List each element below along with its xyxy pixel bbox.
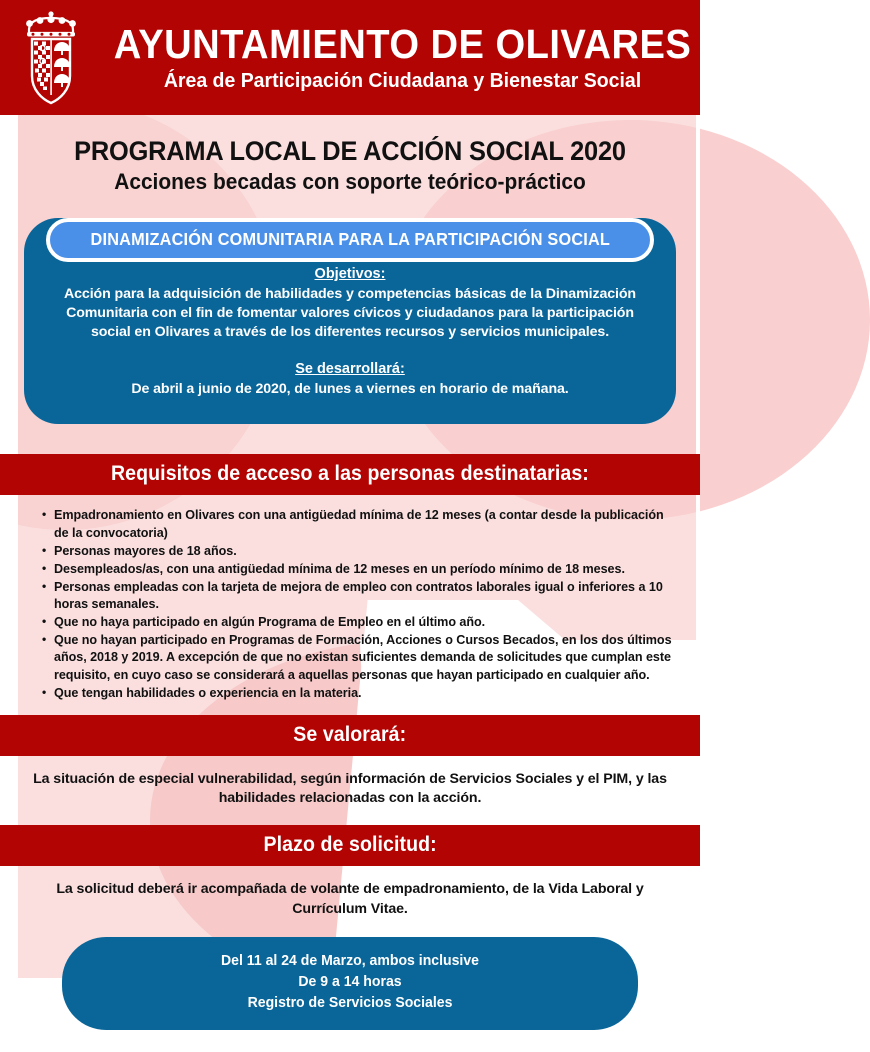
list-item: • Empadronamiento en Olivares con una antigüedad mínima de 12 meses (a contar desde la publicación de la convocatoria): [42, 507, 678, 541]
action-card-pill: [46, 218, 654, 262]
schedule-text: De abril a junio de 2020, de lunes a viernes en horario de mañana.: [131, 380, 569, 397]
header-subtitle: Área de Participación Ciudadana y Bienestar Social: [163, 68, 642, 92]
valuation-bar-label: Se valorará:: [293, 722, 407, 746]
header-title: AYUNTAMIENTO DE OLIVARES: [113, 20, 692, 67]
spacer-after-card: [0, 424, 700, 454]
poster-content: [0, 115, 700, 1052]
schedule-heading: Se desarrollará:: [295, 360, 405, 377]
action-card-pill-label: DINAMIZACIÓN COMUNITARIA PARA LA PARTICIPACIÓN SOCIAL: [90, 229, 610, 250]
poster-header: [0, 0, 700, 115]
program-title: [0, 115, 700, 194]
requirements-bar: [0, 454, 700, 495]
list-item: • Personas mayores de 18 años.: [42, 543, 678, 560]
header-text-block: [92, 20, 717, 92]
application-text: La solicitud deberá ir acompañada de volante de empadronamiento, de la Vida Laboral y Currículum Vitae.: [56, 880, 644, 917]
application-pill-line2: De 9 a 14 horas: [298, 974, 402, 991]
application-bar: [0, 825, 700, 866]
list-item: • Desempleados/as, con una antigüedad mínima de 12 meses en un período mínimo de 18 meses.: [42, 561, 678, 578]
application-pill: [62, 937, 638, 1030]
objectives-text: Acción para la adquisición de habilidades y competencias básicas de la Dinamización Comunitaria con el fin de fomentar valores cívicos y ciudadanos para la participación social en Olivares a través de los diferentes recursos y servicios municipales.: [63, 285, 636, 340]
list-item: • Que no hayan participado en Programas de Formación, Acciones o Cursos Becados, en los dos últimos años, 2018 y 2019. A excepción de que no existan suficientes demanda de solicitudes que cumplan este requisito, en cuyo caso se considerará a aquellas personas que hayan participado en cualquier año.: [42, 632, 678, 683]
program-title-line1: PROGRAMA LOCAL DE ACCIÓN SOCIAL 2020: [74, 136, 626, 166]
valuation-bar: [0, 715, 700, 756]
application-pill-wrap: [0, 935, 700, 1052]
requirements-list: [0, 495, 700, 714]
valuation-text: La situación de especial vulnerabilidad, según información de Servicios Sociales y el PIM, y las habilidades relacionadas con la acción.: [33, 770, 667, 807]
action-card: [24, 218, 676, 425]
application-block: [0, 866, 700, 935]
card-spacer: [52, 342, 648, 361]
valuation-block: [0, 756, 700, 825]
application-pill-line1: Del 11 al 24 de Marzo, ambos inclusive: [221, 953, 479, 970]
list-item: • Que tengan habilidades o experiencia en la materia.: [42, 685, 678, 702]
application-pill-line3: Registro de Servicios Sociales: [247, 995, 453, 1012]
program-title-line2: Acciones becadas con soporte teórico-práctico: [114, 169, 586, 195]
objectives-heading: Objetivos:: [314, 265, 386, 282]
list-item: • Personas empleadas con la tarjeta de mejora de empleo con contratos laborales igual o inferiores a 10 horas semanales.: [42, 579, 678, 613]
requirements-bar-label: Requisitos de acceso a las personas destinatarias:: [111, 462, 589, 486]
list-item: • Que no haya participado en algún Programa de Empleo en el último año.: [42, 614, 678, 631]
coat-of-arms-icon: [20, 10, 82, 105]
requirements-ul: [26, 507, 678, 701]
application-bar-label: Plazo de solicitud:: [263, 832, 437, 856]
